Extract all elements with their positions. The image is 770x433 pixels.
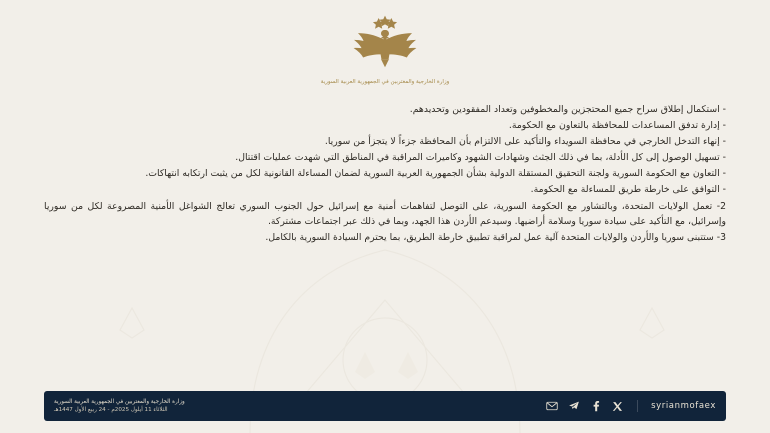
body-line: - استكمال إطلاق سراح جميع المحتجزين والمخطوفين وتعداد المفقودين وتحديدهم. [409, 104, 726, 116]
footer-ministry-line: وزارة الخارجية والمغتربين في الجمهورية العربية السورية [54, 398, 185, 405]
footer-meta [54, 398, 185, 414]
divider [637, 400, 638, 412]
telegram-icon[interactable] [567, 400, 580, 413]
emblem-caption: وزارة الخارجية والمغتربين في الجمهورية العربية السورية [320, 79, 450, 85]
email-icon[interactable] [545, 400, 558, 413]
body-line: - تسهيل الوصول إلى كل الأدلة، بما في ذلك الجثث وشهادات الشهود وكاميرات المراقبة في المناطق التي شهدت عمليات اقتتال. [235, 152, 726, 164]
document-header [0, 0, 770, 86]
social-links[interactable] [545, 400, 716, 413]
social-handle[interactable]: syrianmofaex [651, 401, 716, 411]
body-line: - إدارة تدفق المساعدات للمحافظة بالتعاون مع الحكومة. [508, 120, 726, 132]
body-line: - التعاون مع الحكومة السورية ولجنة التحقيق المستقلة الدولية بشأن الجمهورية العربية السورية لضمان المساءلة القانونية لكل من يثبت ارتكابه انتهاكات. [145, 168, 726, 180]
body-line: 2- تعمل الولايات المتحدة، وبالتشاور مع الحكومة السورية، على التوصل لتفاهمات أمنية مع إسرائيل حول الجنوب السوري تعالج الشواغل الأمنية المصروعة لكل من سوريا وإسرائيل، مع التأكيد على سيادة سوريا وسلامة أراضيها. وسيدعم الأردن هذا الجهد، وبما في ذلك عبر اجتماعات مشتركة. [44, 200, 726, 227]
x-twitter-icon[interactable] [611, 400, 624, 413]
document-body [44, 102, 726, 244]
syrian-eagle-emblem-icon [337, 14, 433, 76]
body-line: - التوافق على خارطة طريق للمساءلة مع الحكومة. [530, 184, 726, 196]
body-line: 3- ستتبنى سوريا والأردن والولايات المتحدة آلية عمل لمراقبة تطبيق خارطة الطريق، بما يحترم السيادة السورية بالكامل. [265, 231, 726, 243]
facebook-icon[interactable] [589, 400, 602, 413]
footer-date-line: الثلاثاء 11 أيلول 2025م - 24 ربيع الأول 1447هـ [54, 407, 168, 413]
footer-bar [44, 391, 726, 421]
body-line: - إنهاء التدخل الخارجي في محافظة السويداء والتأكيد على الالتزام بأن المحافظة جزءاً لا يتجزأ من سوريا. [324, 136, 726, 148]
